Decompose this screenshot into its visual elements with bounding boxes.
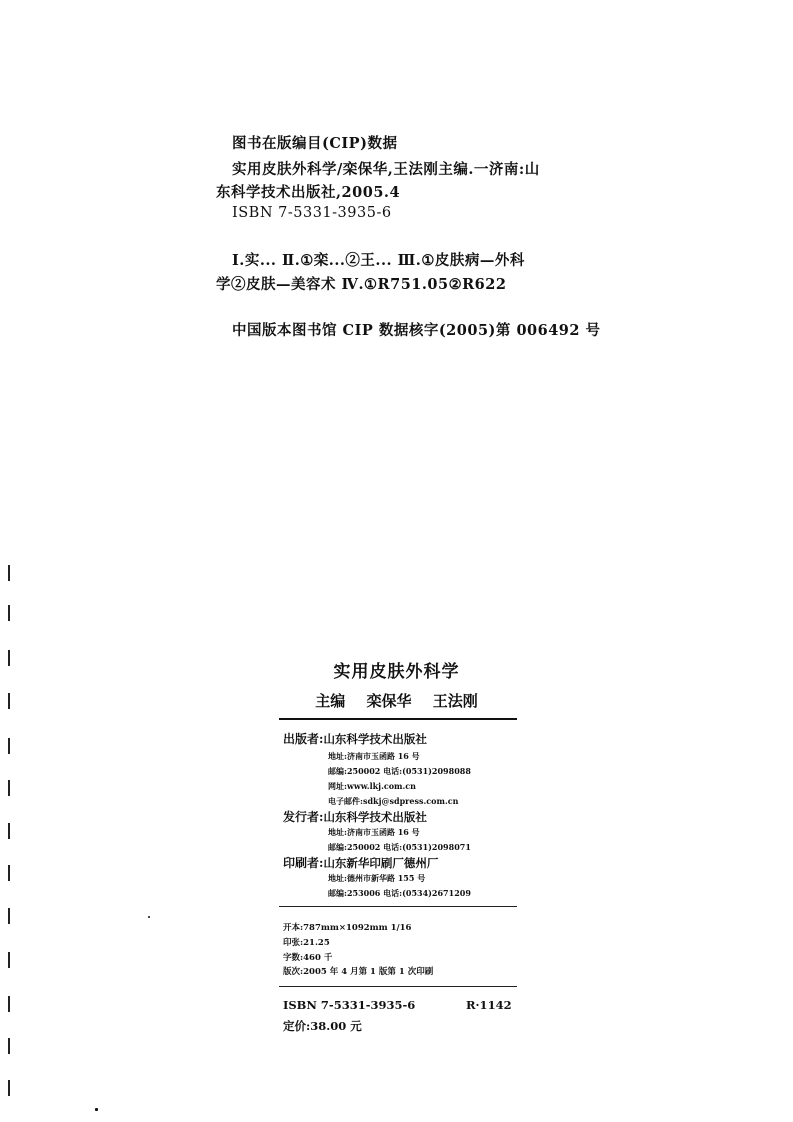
spec-edition: 版次:2005 年 4 月第 1 版第 1 次印刷 <box>283 967 434 977</box>
margin-mark <box>8 565 10 581</box>
cip-bibliographic-line-1: 实用皮肤外科学/栾保华,王法刚主编.一济南:山 <box>232 161 540 178</box>
publisher-line <box>283 730 427 747</box>
margin-mark <box>8 738 10 754</box>
cip-classification-line-1: Ⅰ.实... Ⅱ.①栾...②王... Ⅲ.①皮肤病—外科 <box>232 252 525 269</box>
divider <box>279 906 517 907</box>
margin-mark <box>8 823 10 839</box>
book-title: 实用皮肤外科学 <box>333 662 460 682</box>
printer-label: 印刷者: <box>283 856 324 870</box>
stray-dot <box>95 1108 98 1111</box>
editor-name: 栾保华 <box>366 692 412 710</box>
stray-dot <box>148 916 150 918</box>
editor-name: 王法刚 <box>432 692 478 710</box>
margin-mark <box>8 780 10 796</box>
printer-name: 山东新华印刷厂德州厂 <box>323 856 439 870</box>
footer-price: 定价:38.00 元 <box>283 1019 362 1033</box>
printer-line <box>283 854 438 871</box>
spec-words: 字数:460 千 <box>283 953 333 963</box>
margin-mark <box>8 1080 10 1096</box>
cip-classification-line-2: 学②皮肤—美容术 Ⅳ.①R751.05②R622 <box>216 276 507 293</box>
distributor-postcode-phone: 邮编:250002 电话:(0531)2098071 <box>328 842 471 852</box>
distributor-address: 地址:济南市玉函路 16 号 <box>328 827 420 837</box>
publisher-name: 山东科学技术出版社 <box>323 732 427 746</box>
margin-mark <box>8 952 10 968</box>
publisher-website: 网址:www.lkj.com.cn <box>328 781 416 791</box>
spec-format: 开本:787mm×1092mm 1/16 <box>283 923 412 933</box>
divider <box>279 986 517 987</box>
margin-mark <box>8 908 10 924</box>
distributor-name: 山东科学技术出版社 <box>323 810 427 824</box>
margin-mark <box>8 1038 10 1054</box>
distributor-label: 发行者: <box>283 810 324 824</box>
publisher-postcode-phone: 邮编:250002 电话:(0531)2098088 <box>328 766 471 776</box>
footer-isbn: ISBN 7-5331-3935-6 <box>283 998 416 1012</box>
publisher-address: 地址:济南市玉函路 16 号 <box>328 751 420 761</box>
publisher-email: 电子邮件:sdkj@sdpress.com.cn <box>328 796 459 806</box>
cip-heading: 图书在版编目(CIP)数据 <box>232 135 398 152</box>
margin-mark <box>8 865 10 881</box>
footer-class-number: R·1142 <box>466 998 512 1012</box>
book-editors <box>0 690 793 711</box>
printer-postcode-phone: 邮编:253006 电话:(0534)2671209 <box>328 888 471 898</box>
spec-sheets: 印张:21.25 <box>283 938 330 948</box>
printer-address: 地址:德州市新华路 155 号 <box>328 873 426 883</box>
divider <box>279 718 517 720</box>
cip-isbn: ISBN 7-5331-3935-6 <box>232 205 392 221</box>
cip-bibliographic-line-2: 东科学技术出版社,2005.4 <box>216 184 401 201</box>
cip-record-number: 中国版本图书馆 CIP 数据核字(2005)第 006492 号 <box>232 322 601 339</box>
margin-mark <box>8 996 10 1012</box>
margin-mark <box>8 605 10 621</box>
editors-label: 主编 <box>315 692 346 710</box>
distributor-line <box>283 808 427 825</box>
publisher-label: 出版者: <box>283 732 324 746</box>
